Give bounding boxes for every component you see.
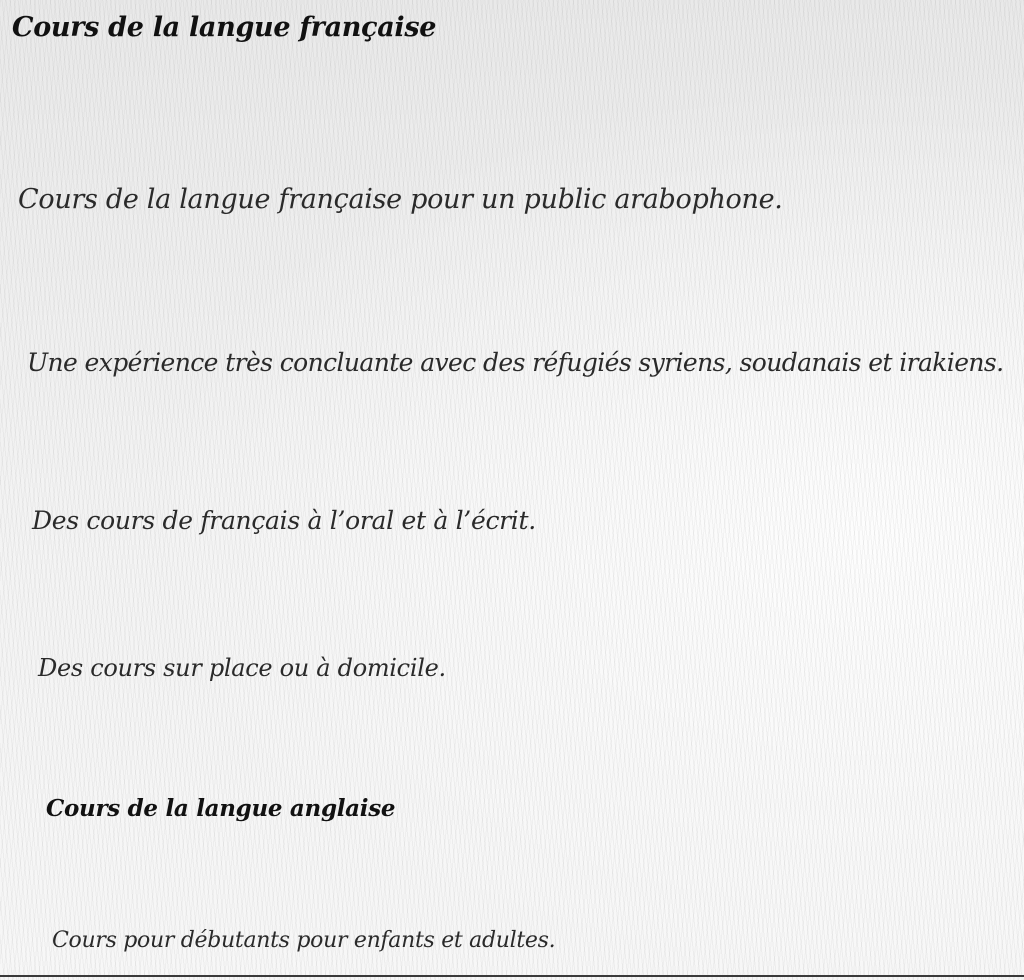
- english-course-line-1: Cours pour débutants pour enfants et adultes.: [52, 928, 556, 953]
- french-course-line-1: Cours de la langue française pour un public arabophone.: [18, 184, 783, 215]
- bottom-divider: [0, 975, 1024, 977]
- section-title-english: Cours de la langue anglaise: [46, 795, 396, 822]
- french-course-line-3: Des cours de français à l’oral et à l’écrit.: [32, 506, 536, 535]
- french-course-line-4: Des cours sur place ou à domicile.: [38, 654, 446, 682]
- section-title-french: Cours de la langue française: [12, 12, 437, 43]
- french-course-line-2: Une expérience très concluante avec des réfugiés syriens, soudanais et irakiens.: [27, 348, 1004, 377]
